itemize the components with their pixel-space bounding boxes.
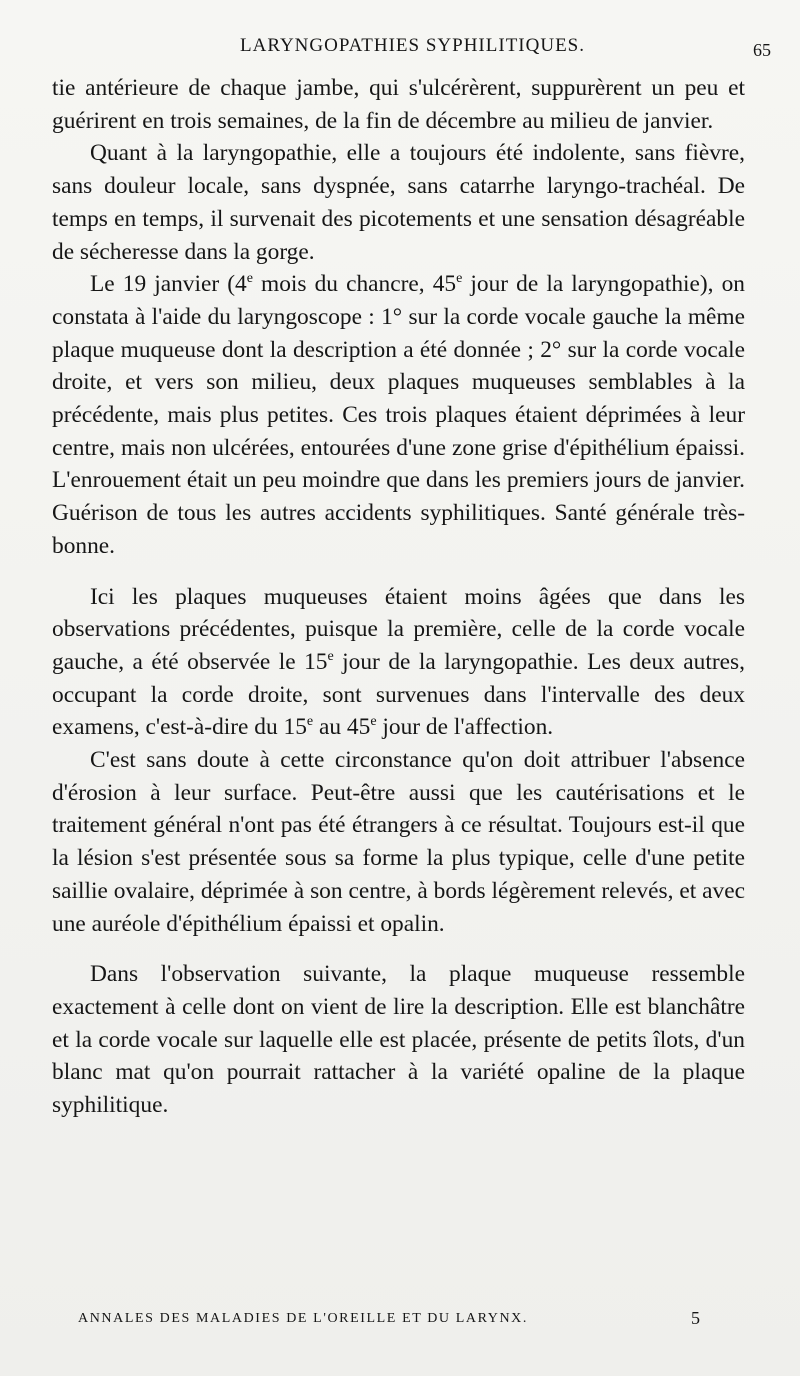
- paragraph-text: jour de l'affection.: [376, 714, 554, 741]
- running-title: LARYNGOPATHIES SYPHILITIQUES.: [240, 35, 585, 56]
- paragraph-text: Quant à la laryngopathie, elle a toujours été indolente, sans fièvre, sans douleur locale, sans dyspnée, sans catarrhe laryngo-trachéal. De temps en temps, il survenait des picotements et une sensation désagréable de sécheresse dans la gorge.: [52, 140, 745, 265]
- paragraph: [52, 958, 745, 1122]
- paragraph-text: mois du chancre, 45: [252, 271, 457, 298]
- superscript: e: [456, 270, 463, 287]
- printer-signature-number: 5: [691, 1308, 700, 1328]
- superscript: e: [370, 713, 377, 730]
- paragraph: [52, 268, 745, 562]
- page-footer: [78, 1308, 718, 1332]
- page-header: [50, 32, 775, 62]
- paragraph-text: C'est sans doute à cette circonstance qu'on doit attribuer l'absence d'érosion à leur surface. Peut-être aussi que les cautérisations et le traitement général n'ont pas été étrangers à ce résultat. Toujours est-il que la lésion s'est présentée sous sa forme la plus typique, celle d'une petite saillie ovalaire, déprimée à son centre, à bords légèrement relevés, et avec une auréole d'épithélium épaissi et opalin.: [52, 747, 745, 937]
- paragraph: [52, 581, 745, 745]
- paragraph-text: Le 19 janvier (4: [90, 271, 247, 298]
- superscript: e: [327, 648, 334, 665]
- superscript: e: [306, 713, 314, 730]
- paragraph: [52, 137, 745, 268]
- paragraph-text: au 45: [313, 714, 371, 741]
- printer-signature-text: ANNALES DES MALADIES DE L'OREILLE ET DU LARYNX.: [78, 1311, 528, 1326]
- superscript: e: [246, 270, 253, 287]
- page-number: 65: [753, 40, 771, 60]
- paragraph-text: Dans l'observation suivante, la plaque muqueuse ressemble exactement à celle dont on vient de lire la description. Elle est blanchâtre et la corde vocale sur laquelle elle est placée, présente de petits îlots, d'un blanc mat qu'on pourrait rattacher à la variété opaline de la plaque syphilitique.: [52, 961, 745, 1119]
- paragraph-text: jour de la laryngopathie. Les deux autres, occupant la corde droite, sont survenues dans l'intervalle des deux examens, c'est-à-dire du 15: [52, 648, 745, 741]
- body-text: [52, 72, 745, 1122]
- paragraph-text: jour de la laryngopathie), on constata à l'aide du laryngoscope : 1° sur la corde vocale gauche la même plaque muqueuse dont la description a été donnée ; 2° sur la corde vocale droite, et vers son milieu, deux plaques muqueuses semblables à la précédente, mais plus petites. Ces trois plaques étaient déprimées à leur centre, mais non ulcérées, entourées d'une zone grise d'épithélium épaissi. L'enrouement était un peu moindre que dans les premiers jours de janvier. Guérison de tous les autres accidents syphilitiques. Santé générale très-bonne.: [52, 271, 746, 559]
- paragraph-text: tie antérieure de chaque jambe, qui s'ulcérèrent, suppurèrent un peu et guérirent en trois semaines, de la fin de décembre au milieu de janvier.: [52, 75, 745, 134]
- paragraph: [52, 744, 745, 940]
- paragraph-text: Ici les plaques muqueuses étaient moins âgées que dans les observations précédentes, puisque la première, celle de la corde vocale gauche, a été observée le 15: [52, 583, 745, 675]
- paragraph-continuation: [52, 72, 745, 137]
